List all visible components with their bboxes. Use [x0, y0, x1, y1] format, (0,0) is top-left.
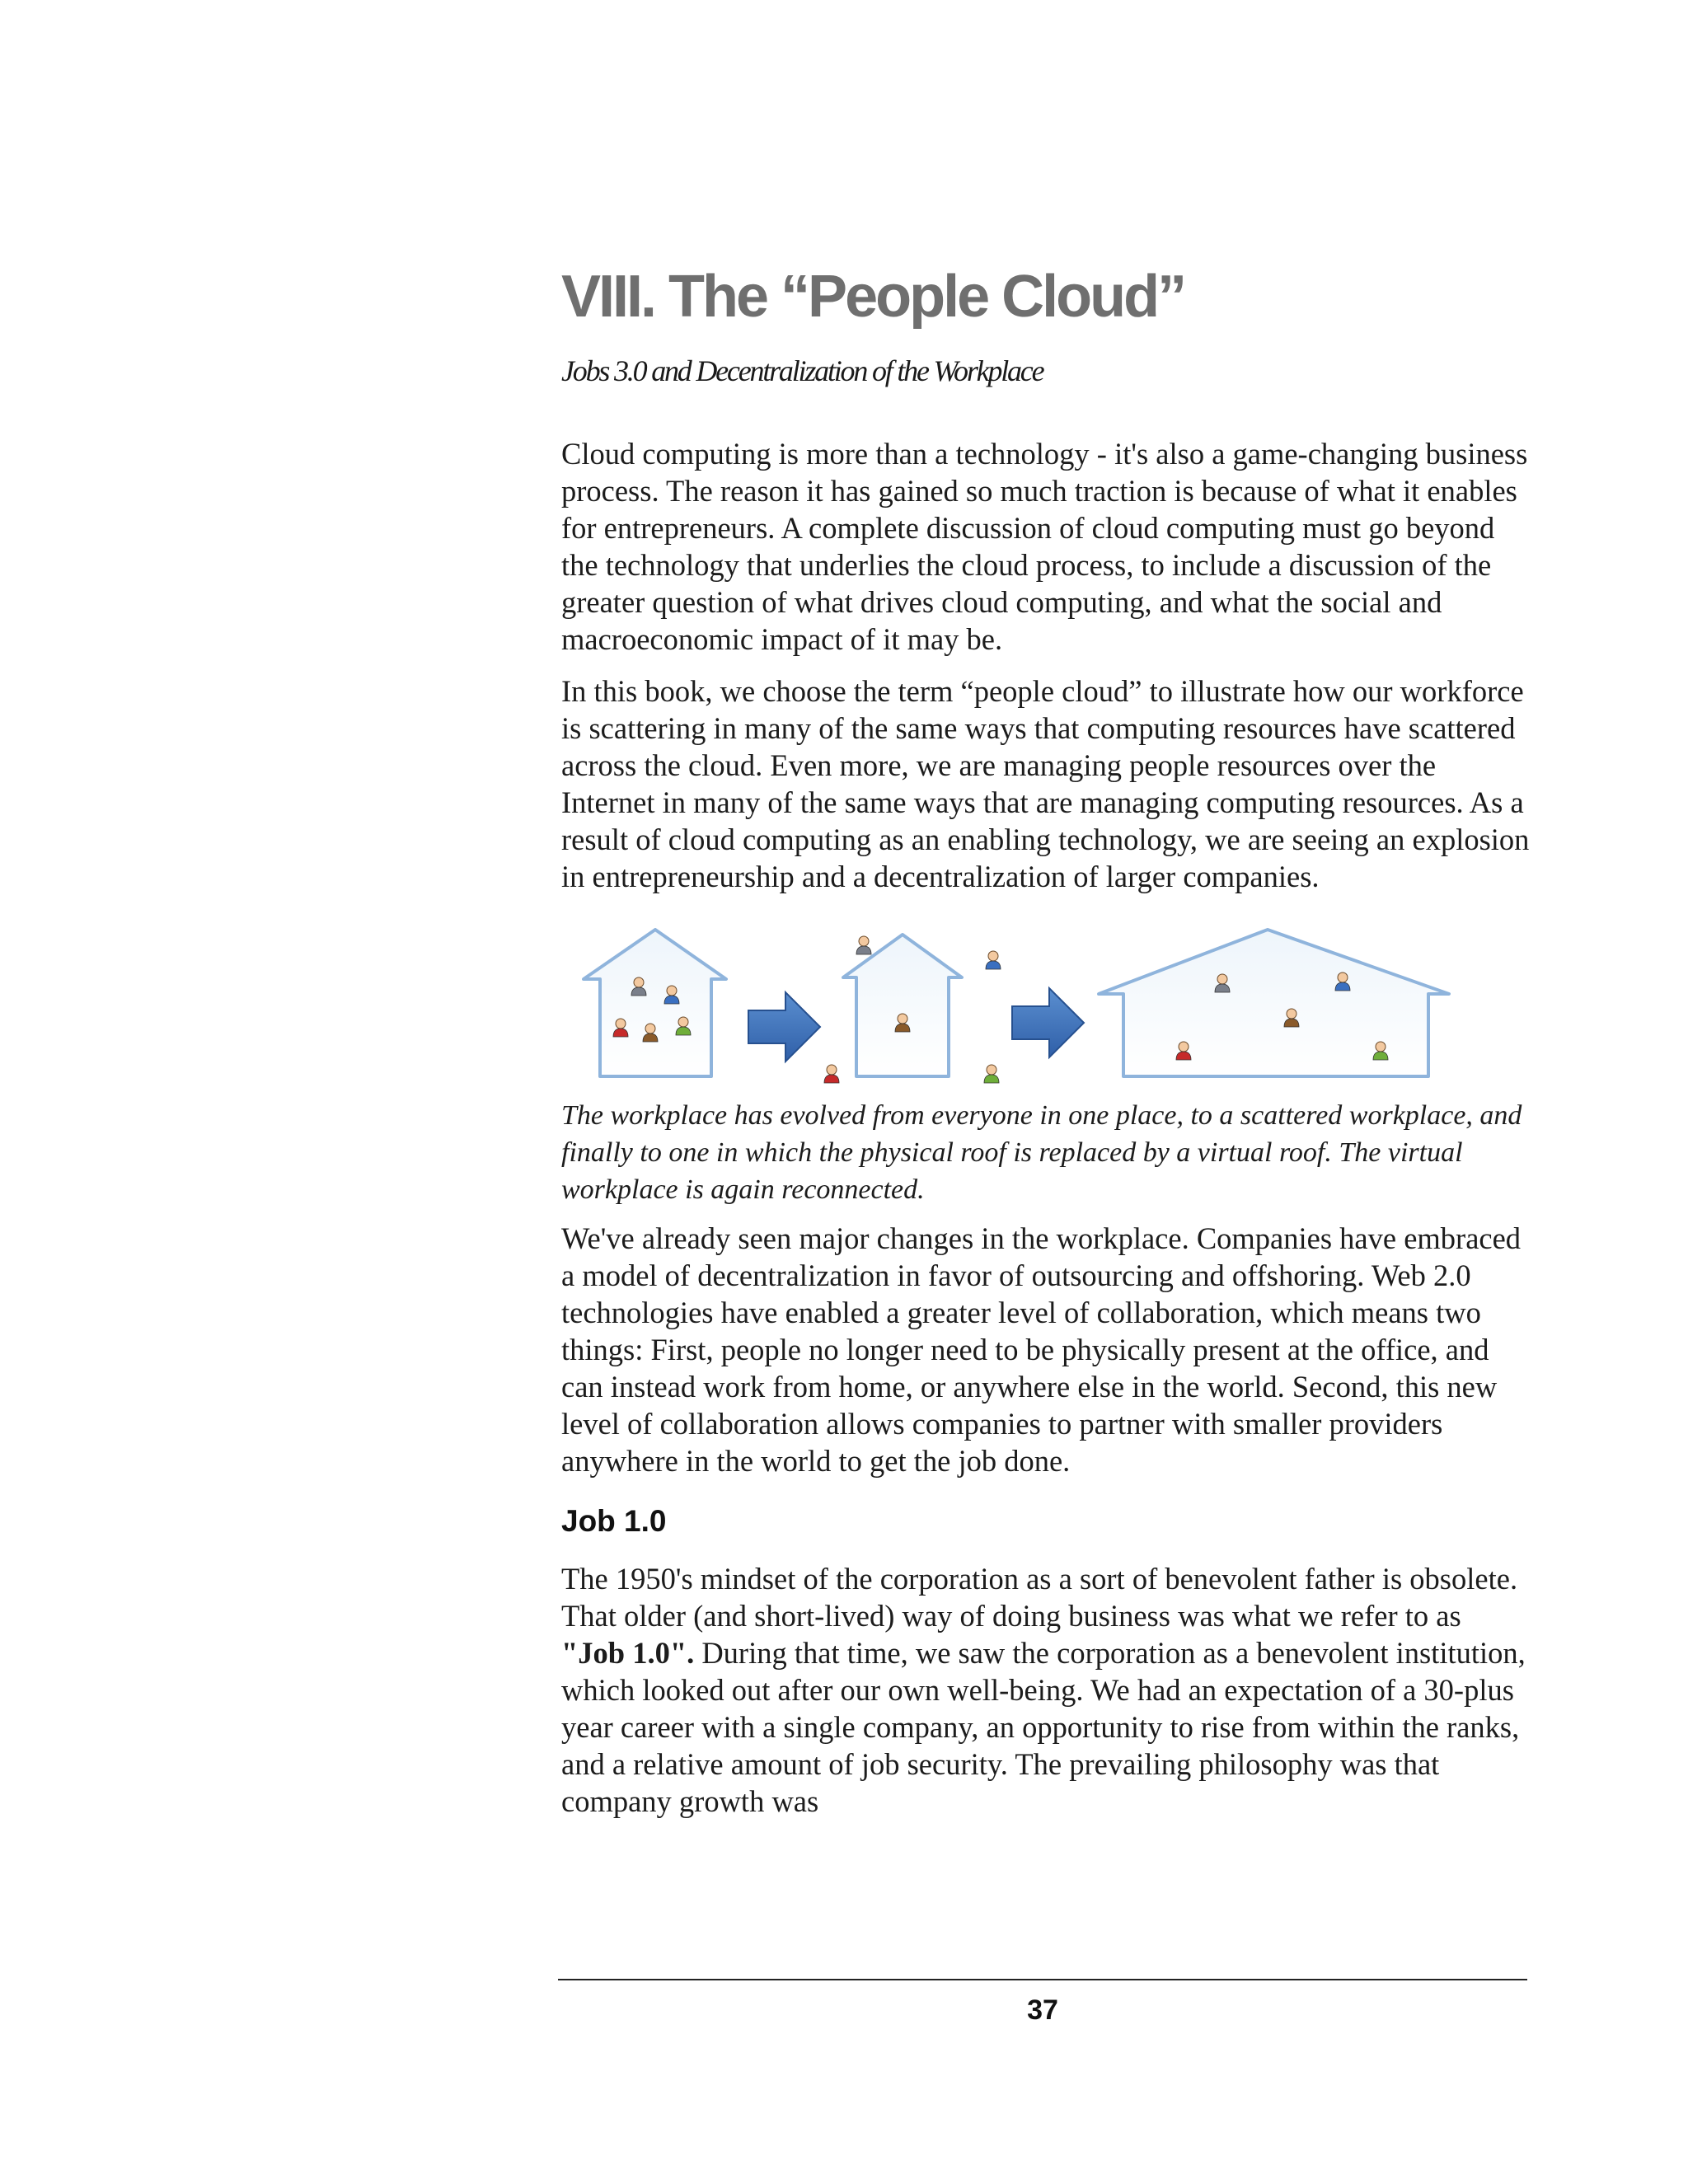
job-1-term: "Job 1.0". [561, 1636, 695, 1670]
person-icon [824, 1065, 839, 1083]
arrow-right-icon [748, 992, 820, 1062]
house-icon-scattered [824, 935, 1001, 1083]
figure-caption: The workplace has evolved from everyone in one place, to a scattered workplace, and finally to one in which the physical roof is replaced by a virtual roof. The virtual workplace is again reconnected. [561, 1100, 1522, 1205]
paragraph-people-cloud: In this book, we choose the term “people cloud” to illustrate how our workforce is scattering in many of the same ways that computing resources have scattered across the cloud. Even more, we are managing people resources over the Internet in many of the same ways that are managing computing resources. As a result of cloud computing as an enabling technology, we are seeing an explosion in entrepreneurship and a decentralization of larger companies. [561, 674, 1530, 893]
paragraph-intro: Cloud computing is more than a technology - it's also a game-changing business process. The reason it has gained so much traction is because of what it enables for entrepreneurs. A complete discussion of cloud computing must go beyond the technology that underlies the cloud process, to include a discussion of the greater question of what drives cloud computing, and what the social and macroeconomic impact of it may be. [561, 437, 1528, 656]
page-number: 37 [1027, 1994, 1058, 2026]
person-icon [856, 936, 871, 954]
chapter-title: VIII. The “People Cloud” [561, 264, 1185, 330]
section-heading-job-1: Job 1.0 [561, 1504, 667, 1538]
person-icon [984, 1065, 999, 1083]
paragraph-job-1 [561, 1560, 1530, 1820]
person-icon [986, 951, 1001, 969]
workplace-evolution-figure [579, 928, 1494, 1089]
paragraph-workplace-changes: We've already seen major changes in the workplace. Companies have embraced a model of decentralization in favor of outsourcing and offshoring. Web 2.0 technologies have enabled a greater level of collaboration, which means two things: First, people no longer need to be physically present at the office, and can instead work from home, or anywhere else in the world. Second, this new level of collaboration allows companies to partner with smaller providers anywhere in the world to get the job done. [561, 1221, 1522, 1478]
footer-divider [558, 1979, 1527, 1980]
chapter-subtitle: Jobs 3.0 and Decentralization of the Workplace [561, 354, 1043, 387]
arrow-right-icon [1012, 988, 1084, 1057]
paragraph-job-1-text: The 1950's mindset of the corporation as a sort of benevolent father is obsolete. That older (and short-lived) way of doing business was what we refer to as [561, 1562, 1518, 1633]
paragraph-job-1-text-cont: During that time, we saw the corporation as a benevolent institution, which looked out after our own well-being. We had an expectation of a 30-plus year career with a single company, an opportunity to rise from within the ranks, and a relative amount of job security. The prevailing philosophy was that company growth was [561, 1636, 1526, 1818]
house-icon-virtual [1099, 930, 1449, 1076]
workplace-evolution-diagram [579, 928, 1494, 1089]
house-icon-office [584, 930, 726, 1076]
page-content [561, 264, 1530, 1820]
